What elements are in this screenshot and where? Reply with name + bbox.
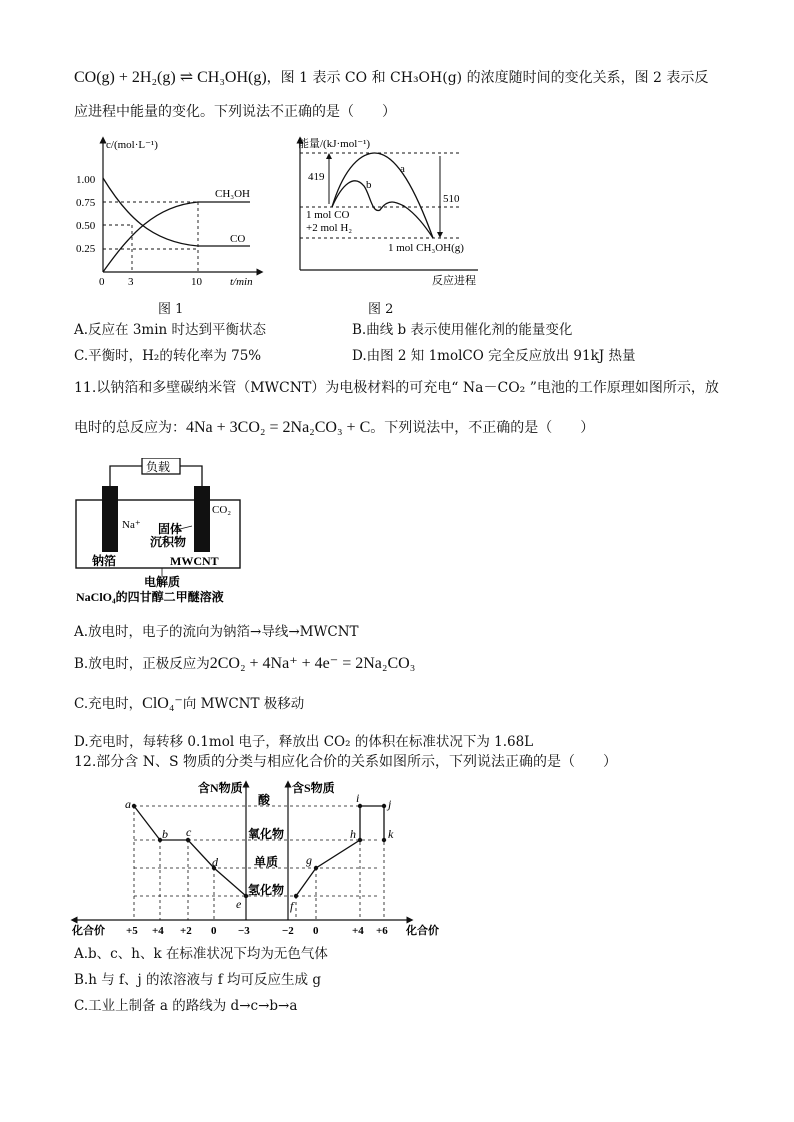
q12-option-c: C.工业上制备 a 的路线为 d→c→b→a: [74, 998, 298, 1014]
q12-option-a: A.b、c、h、k 在标准状况下均为无色气体: [74, 946, 328, 962]
cell-solid-1: 固体: [158, 522, 183, 536]
fig1-y-label: c/(mol·L⁻¹): [106, 139, 158, 151]
q11-stem-b: 。下列说法中，不正确的是（ ）: [370, 420, 595, 436]
q10-option-c: C.平衡时，H₂的转化率为 75%: [74, 348, 262, 364]
fig2-curve-a-label: a: [400, 163, 405, 175]
fig2-y-label: 能量/(kJ·mol⁻¹): [298, 138, 371, 150]
fig1-guides: [103, 202, 198, 272]
fig3-s-tick-3: +4: [352, 925, 364, 937]
q11-total-equation: 4Na + 3CO₂ = 2Na₂CO₃ + C: [186, 419, 371, 436]
fig3-point-f: f: [290, 899, 294, 913]
fig1-series-ch3oh: CH₃OH: [215, 188, 251, 200]
fig3-s-path: [296, 806, 384, 896]
fig3-axis-left-label: 化合价: [72, 925, 105, 937]
cell-wire: [110, 466, 142, 486]
q11-stem-line1: 11.以钠箔和多壁碳纳米管（MWCNT）为电极材料的可充电“ Na－CO₂ ”电池的工作原理如图所示，放: [74, 380, 719, 396]
figure-2-energy-diagram: [292, 134, 492, 294]
q10-stem-text: ，图 1 表示 CO 和 CH₃OH(g) 的浓度随时间的变化关系，图 2 表示反: [266, 70, 709, 86]
fig3-point-h: h: [350, 827, 356, 841]
q10-stem-line1: [74, 68, 708, 88]
q11-stem-a: 电时的总反应为：: [74, 420, 186, 436]
q10-option-a: A.反应在 3min 时达到平衡状态: [74, 322, 267, 338]
q10-option-b: B.曲线 b 表示使用催化剂的能量变化: [352, 322, 573, 338]
fig3-s-tick-1: −2: [282, 925, 294, 937]
fig2-reactants-2: +2 mol H₂: [306, 222, 353, 234]
fig2-curve-b-label: b: [366, 179, 372, 191]
fig3-n-tick-5: −3: [238, 925, 250, 937]
cell-solution-label: NaClO₄的四甘醇二甲醚溶液: [76, 590, 224, 604]
fig3-axis-right-label: 化合价: [406, 925, 439, 937]
q11-option-c-text-a: C.充电时，: [74, 696, 143, 712]
fig3-n-tick-2: +4: [152, 925, 164, 937]
figure-3-valence-diagram: [70, 778, 450, 938]
fig2-caption: 图 2: [368, 302, 394, 317]
q10-equation: CO(g) + 2H₂(g) ⇌ CH₃OH(g): [74, 69, 267, 86]
cell-load-label: 负载: [146, 460, 171, 474]
fig1-y-tick-1: 1.00: [76, 174, 96, 186]
cell-right-electrode-label: MWCNT: [170, 554, 219, 568]
fig3-n-title: 含N物质: [198, 781, 243, 795]
fig3-s-title: 含S物质: [292, 781, 335, 795]
fig1-x-tick-1: 3: [128, 276, 134, 288]
cell-electrolyte-label: 电解质: [144, 575, 181, 589]
fig2-x-label: 反应进程: [432, 275, 476, 287]
q11-option-d: D.充电时，每转移 0.1mol 电子，释放出 CO₂ 的体积在标准状况下为 1.68L: [74, 734, 534, 750]
fig3-category-hydride: 氢化物: [248, 883, 285, 897]
cell-left-electrode-label: 钠箔: [92, 554, 117, 568]
fig2-reactants-1: 1 mol CO: [306, 209, 350, 221]
fig3-point-g: g: [306, 853, 312, 867]
fig3-point-e: e: [236, 897, 242, 911]
fig3-n-tick-1: +5: [126, 925, 138, 937]
fig3-point-a: a: [125, 797, 131, 811]
fig3-s-tick-4: +6: [376, 925, 388, 937]
cell-na-ion: Na⁺: [122, 519, 141, 531]
fig1-series-co: CO: [230, 233, 246, 245]
q11-option-a: A.放电时，电子的流向为钠箔→导线→MWCNT: [74, 624, 359, 640]
fig3-s-tick-2: 0: [313, 925, 319, 937]
q12-stem: 12.部分含 N、S 物质的分类与相应化合价的关系如图所示，下列说法正确的是（ ）: [74, 754, 618, 770]
fig1-ch3oh-curve: [103, 202, 250, 272]
q11-option-c: [74, 694, 304, 714]
fig3-n-path: [134, 806, 246, 896]
fig3-point-d: d: [212, 855, 218, 869]
q10-stem-line2: 应进程中能量的变化。下列说法不正确的是（ ）: [74, 104, 396, 120]
fig3-point-k: k: [388, 827, 394, 841]
q11-option-c-text-b: 向 MWCNT 极移动: [182, 696, 305, 712]
fig3-point-j: j: [388, 797, 392, 811]
fig1-x-label: t/min: [230, 276, 253, 288]
fig3-category-oxide: 氧化物: [248, 827, 285, 841]
fig3-n-tick-4: 0: [211, 925, 217, 937]
fig1-origin: 0: [99, 276, 105, 288]
fig3-point-i: i: [356, 791, 360, 805]
q11-option-b-text: B.放电时，正极反应为: [74, 656, 210, 672]
fig1-y-tick-3: 0.50: [76, 220, 96, 232]
fig3-category-acid: 酸: [258, 793, 271, 807]
q10-option-d: D.由图 2 知 1molCO 完全反应放出 91kJ 热量: [352, 348, 636, 364]
cell-mwcnt-electrode: [194, 486, 210, 552]
cell-solid-2: 沉积物: [150, 535, 187, 549]
q11-option-c-ion: ClO₄⁻: [142, 695, 183, 712]
fig3-point-b: b: [162, 827, 168, 841]
figure-1-concentration-chart: [70, 134, 270, 294]
fig3-point-c: c: [186, 825, 192, 839]
q11-option-b: [74, 654, 415, 674]
q12-option-b: B.h 与 f、j 的浓溶液与 f 均可反应生成 g: [74, 972, 321, 988]
cell-sodium-electrode: [102, 486, 118, 552]
fig2-product: 1 mol CH₃OH(g): [388, 242, 464, 254]
fig2-label-419: 419: [308, 171, 325, 183]
na-co2-cell-diagram: [72, 458, 272, 608]
q11-stem-line2: [74, 418, 594, 438]
fig3-category-element: 单质: [254, 855, 279, 869]
fig3-n-tick-3: +2: [180, 925, 192, 937]
fig1-x-tick-2: 10: [191, 276, 202, 288]
fig1-y-tick-2: 0.75: [76, 197, 96, 209]
fig1-caption: 图 1: [158, 302, 184, 317]
fig1-y-tick-4: 0.25: [76, 243, 96, 255]
cell-co2: CO₂: [212, 504, 232, 516]
q11-option-b-equation: 2CO₂ + 4Na⁺ + 4e⁻ = 2Na₂CO₃: [209, 655, 416, 672]
fig2-label-510: 510: [443, 193, 460, 205]
